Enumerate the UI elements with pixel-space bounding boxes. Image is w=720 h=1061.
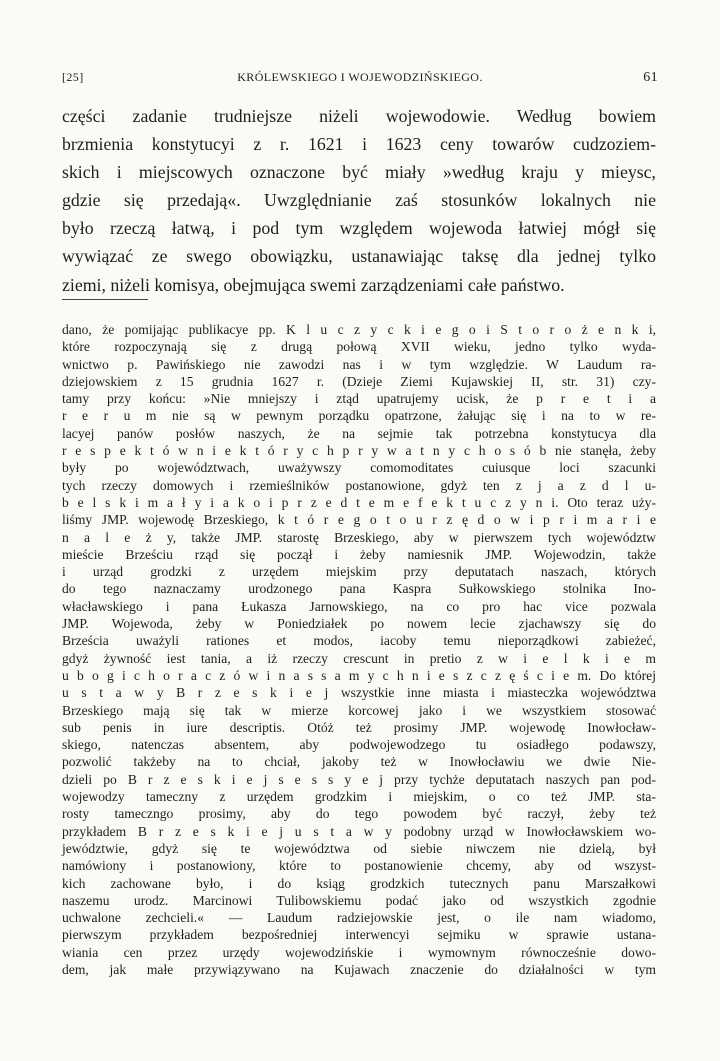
main-text-line: gdzie się przedają«. Uwzględnianie zaś stosunków lokalnych nie [62,190,656,211]
footnote-line: skiego, natenczas absentem, aby podwojewodzego tu osiadłego podawszy, [62,737,656,753]
footnote-line: r e s p e k t ó w n i e k t ó r y c h p r y w a t n y c h o s ó b nie stanęła, żeby [62,443,656,459]
footnote-line: dano, że pomijając publikacye pp. K l u c z y c k i e g o i S t o r o ż e n k i, [62,322,656,337]
main-text-line: skich i miejscowych oznaczone być miały »według kraju y mieysc, [62,162,656,183]
page-number: 61 [643,70,658,85]
footnote-line: włacławskiego i pana Łukasza Jarnowskiego, na co pro hac vice pozwala [62,598,656,614]
footnote-line: mieście Brześciu rząd się począł i żeby namiesnik JMP. Wojewodzin, także [62,546,656,562]
footnote-line: i urząd grodzki z urzędem miejskim przy deputatach naszach, których [62,564,656,580]
footnote-line: JMP. Wojewoda, żeby w Poniedziałek po nowem lecie zjachawszy się do [62,616,656,632]
footnote-line: przykładem B r z e s k i e j u s t a w y podobny urząd w Inowłocławskiem wo- [62,823,656,839]
footnote-line: r e r u m nie są w pewnym porządku opatrzone, żałując się i na to w re- [62,408,656,424]
footnote-line: gdyż żywność iest tania, a iż rzeczy crescunt in pretio z w i e l k i e m [62,650,656,666]
footnote-line: Brześcia uważyli rationes et modos, iacoby temu nieporządkowi zabieżeć, [62,633,656,649]
footnote-line: dzieli po B r z e s k i e j s e s s y e j przy tychże deputatach naszych pan pod- [62,771,656,787]
running-header [62,70,658,90]
footnote-separator [62,299,148,300]
footnote-line: n a l e ż y, także JMP. starostę Brzeskiego, aby w pierwszem tych województw [62,529,656,545]
main-text-line: brzmienia konstytucyi z r. 1621 i 1623 ceny towarów cudzoziem- [62,134,656,155]
footnote-line: sub penis in iure descriptis. Otóż też prosimy JMP. wojewodę Inowłocław- [62,719,656,735]
main-text-line: części zadanie trudniejsze niżeli wojewodowie. Według bowiem [62,106,656,126]
footnote-line: dem, jak małe przywiązywano na Kujawach znaczenie do działalności w tym [62,961,656,977]
footnote-line: dziejowskiem z 15 grudnia 1627 r. (Dzieje Ziemi Kujawskiej II, str. 31) czy- [62,373,656,389]
footnote-line: naszemu urodz. Marcinowi Tulibowskiemu podać jako od wszystkich zgodnie [62,892,656,908]
footnote-line: wojewodzy tameczny z urzędem grodzkim i miejskim, o co też JMP. sta- [62,789,656,805]
footnote-line: namówiony i postanowiony, które to postanowienie chcemy, aby od wszyst- [62,858,656,874]
footnote-line: pozwolić takżeby na to chciał, jakoby też w Inowłocławiu we dwie Nie- [62,754,656,770]
footnote-line: liśmy JMP. wojewodę Brzeskiego, k t ó r e g o t o u r z ę d o w i p r i m a r i e [62,512,656,528]
footnote-line: rosty tameczngo prosimy, aby do tego powodem być raczył, żeby też [62,806,656,822]
footnote-line: które rozpoczynają się z drugą połową XVII wieku, jedno tylko wyda- [62,339,656,355]
footnote-line: uchwalone zechcieli.« — Laudum radziejowskie jest, o ile nam wiadomo, [62,910,656,926]
footnote-line: pierwszym przykładem bezpośredniej interwencyi sejmiku w sprawie ustana- [62,927,656,943]
main-text-line: wywiązać ze swego obowiązku, ustanawiając taksę dla jednej tylko [62,246,656,267]
footnote-line: Brzeskiego mają się tak w mierze korcowej jako i we wszystkiem stosować [62,702,656,718]
footnote-line: lacyej panów posłów naszych, że na sejmie tak potrzebna konstytucya dla [62,425,656,441]
footnote-line: jewództwie, gdyż się te województwa od siebie niwczem nie dzielą, był [62,840,656,856]
footnote-line: do tego naznaczamy urodzonego pana Kaspra Sułkowskiego stolnika Ino- [62,581,656,597]
footnote-line: b e l s k i m a ł y i a k o i p r z e d t e m e f e k t u c z y n i. Oto teraz uży- [62,494,656,510]
footnote-line: u b o g i c h o r a c z ó w i n a s s a m y c h n i e s z c z ę ś c i e m. Do której [62,667,656,683]
footnote-line: były po województwach, uważywszy comomoditates cuiusque loci szacunki [62,460,656,476]
footnote-line: u s t a w y B r z e s k i e j wszystkie inne miasta i miasteczka województwa [62,685,656,701]
footnote-line: kich zachowane było, i do ksiąg grodzkich tutecznych panu Marszałkowi [62,875,656,891]
footnote-line: wiania cen przez urzędy wojewodzińskie i wymownym równocześnie dowo- [62,944,656,960]
page-marker: [25] [62,70,84,84]
footnote-line: tamy przy końcu: »Nie mniejszy i ztąd upatrujemy ucisk, że p r e t i a [62,391,656,407]
main-text-line: ziemi, niżeli komisya, obejmująca swemi zarządzeniami całe państwo. [62,274,565,295]
running-title: KRÓLEWSKIEGO I WOJEWODZIŃSKIEGO. [237,70,483,84]
main-text [62,102,656,299]
main-text-line: było rzeczą łatwą, i pod tym względem wojewoda łatwiej mógł się [62,218,656,239]
footnote-line: tych rzeczy domowych i rzemieślników postanowione, gdyż ten z j a z d l u- [62,477,656,493]
footnote-text [62,321,656,978]
footnote-line: wnictwo p. Pawińskiego nie zawodzi nas i w tym względzie. W Laudum ra- [62,356,656,372]
